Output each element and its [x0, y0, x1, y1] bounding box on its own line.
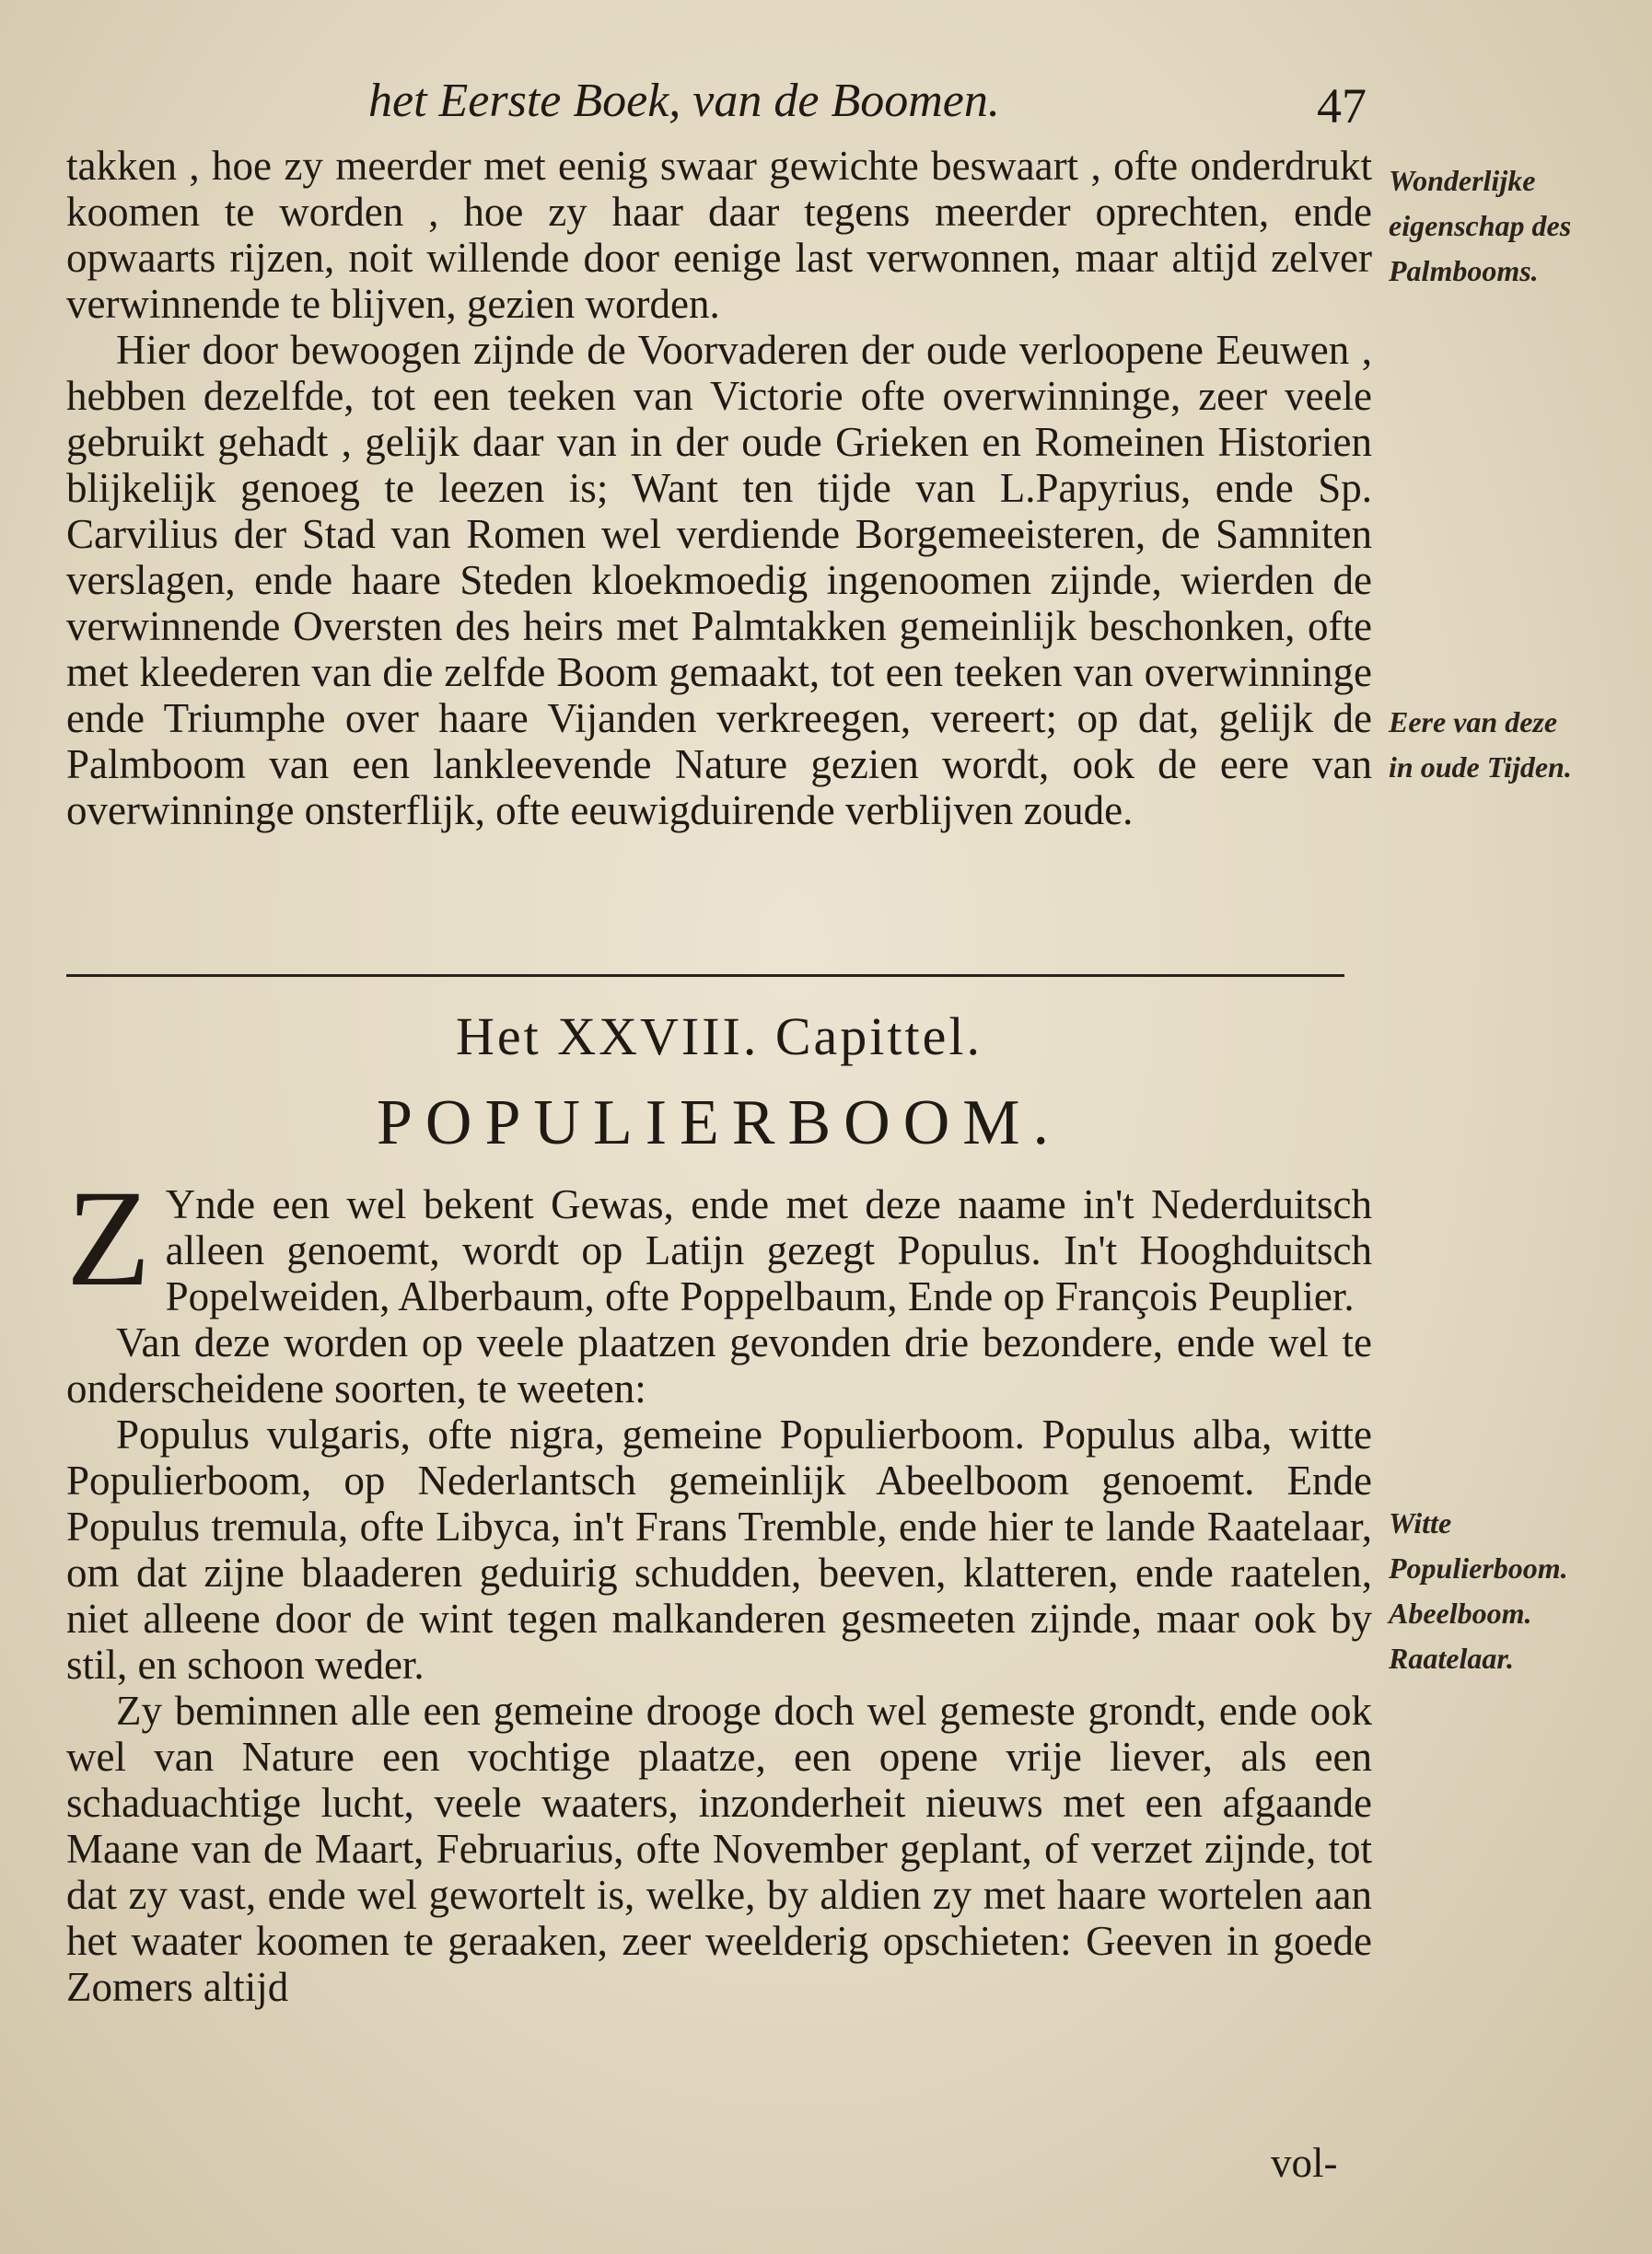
paragraph-text: Ynde een wel bekent Gewas, ende met deze naame in't Nederduitsch alleen genoemt, wordt op Latijn gezegt Populus. In't Hooghduitsch Popelweiden, Alberbaum, ofte Poppelbaum, Ende op François Peuplier. — [165, 1181, 1372, 1319]
paragraph: takken , hoe zy meerder met eenig swaar gewichte beswaart , ofte onderdrukt koomen te worden , hoe zy haar daar tegens meerder oprechten, ende opwaarts rijzen, noit willende door eenige last verwonnen, maar altijd zelver verwinnende te blijven, gezien worden. — [66, 143, 1372, 327]
margin-note-honour: Eere van deze in oude Tijden. — [1389, 705, 1572, 784]
drop-cap: Z — [66, 1162, 151, 1315]
chapter-title: POPULIERBOOM. — [376, 1087, 1063, 1158]
running-title: het Eerste Boek, van de Boomen. — [368, 75, 1000, 127]
text-block-palm — [66, 143, 1372, 833]
paragraph: Hier door bewoogen zijnde de Voorvaderen der oude verloopene Eeuwen , hebben dezelfde, tot een teeken van Victorie ofte overwinninge, zeer veele gebruikt gehadt , gelijk daar van in der oude Grieken en Romeinen Historien blijkelijk genoeg te leezen is; Want ten tijde van L.Papyrius, ende Sp. Carvilius der Stad van Romen wel verdiende Borgemeeisteren, de Samniten verslagen, ende haare Steden kloekmoedig ingenoomen zijnde, wierden de verwinnende Oversten des heirs met Palmtakken gemeinlijk beschonken, ofte met kleederen van die zelfde Boom gemaakt, tot een teeken van overwinninge ende Triumphe over haare Vijanden verkreegen, vereert; op dat, gelijk de Palmboom van een lankleevende Nature gezien wordt, ook de eere van overwinninge onsterflijk, ofte eeuwigduirende verblijven zoude. — [66, 327, 1372, 833]
paragraph-first — [66, 1162, 1372, 1319]
margin-note-palm-property: Wonderlijke eigenschap des Palmbooms. — [1389, 164, 1572, 287]
paragraph: Zy beminnen alle een gemeine drooge doch wel gemeste grondt, ende ook wel van Nature een vochtige plaatze, een opene vrije liever, als een schaduachtige lucht, veele waaters, inzonderheit nieuws met een afgaande Maane van de Maart, Februarius, ofte November geplant, of verzet zijnde, tot dat zy vast, ende wel gewortelt is, welke, by aldien zy met haare wortelen aan het waater koomen te geraaken, zeer weelderig opschieten: Geeven in goede Zomers altijd — [66, 1688, 1372, 2010]
chapter-heading: Het XXVIII. Capittel. — [456, 1006, 983, 1066]
margin-note-poplar-types: Witte Populierboom. Abeelboom. Raatelaar. — [1389, 1506, 1568, 1675]
section-divider — [66, 974, 1344, 977]
paragraph: Populus vulgaris, ofte nigra, gemeine Populierboom. Populus alba, witte Populierboom, op Nederlantsch gemeinlijk Abeelboom genoemt. Ende Populus tremula, ofte Libyca, in't Frans Tremble, ende hier te lande Raatelaar, om dat zijne blaaderen geduirig schudden, beeven, klatteren, ende raatelen, niet alleene door de wint tegen malkanderen gesmeeten zijnde, maar ook by stil, en schoon weder. — [66, 1412, 1372, 1688]
page-number: 47 — [1317, 78, 1367, 134]
paragraph: Van deze worden op veele plaatzen gevonden drie bezondere, ende wel te onderscheidene soorten, te weeten: — [66, 1319, 1372, 1412]
catchword: vol- — [1271, 2140, 1338, 2186]
text-block-poplar — [66, 1162, 1372, 2010]
